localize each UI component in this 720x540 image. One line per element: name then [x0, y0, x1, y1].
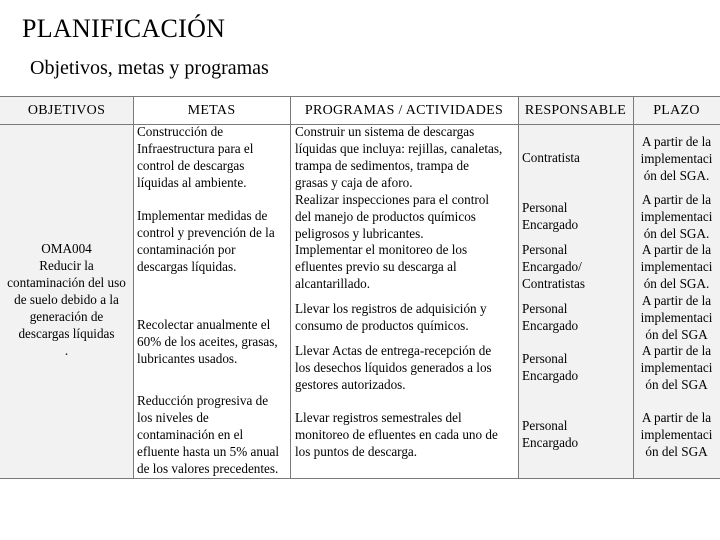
planning-table — [0, 96, 720, 479]
plazo-1: A partir de la implementaci ón del SGA. — [640, 134, 713, 183]
programa-4: Llevar los registros de adquisición y consumo de productos químicos. — [295, 301, 487, 333]
plazo-6: A partir de la implementaci ón del SGA — [640, 410, 713, 459]
meta-4: Reducción progresiva de los niveles de contaminación en el efluente hasta un 5% anual de los valores precedentes. — [137, 393, 280, 476]
programa-2: Realizar inspecciones para el control del manejo de productos químicos peligrosos y lubricantes. — [295, 192, 490, 241]
header-plazo: PLAZO — [653, 103, 700, 118]
responsable-3: Personal Encargado/ Contratistas — [522, 242, 586, 291]
plazo-3: A partir de la implementaci ón del SGA. — [640, 242, 713, 291]
programa-1: Construir un sistema de descargas líquidas que incluya: rejillas, canaletas, trampa de sedimentos, trampa de grasas y caja de aforo. — [295, 124, 503, 190]
header-programas: PROGRAMAS / ACTIVIDADES — [304, 103, 504, 118]
header-responsable: RESPONSABLE — [524, 103, 627, 118]
plazo-2: A partir de la implementaci ón del SGA. — [640, 192, 713, 241]
plazo-5: A partir de la implementaci ón del SGA — [640, 343, 713, 392]
responsable-6: Personal Encargado — [522, 418, 579, 450]
header-metas: METAS — [187, 103, 236, 118]
meta-2: Implementar medidas de control y prevención de la contaminación por descargas líquidas. — [137, 208, 275, 274]
plazo-4: A partir de la implementaci ón del SGA — [640, 293, 713, 342]
responsable-2: Personal Encargado — [522, 200, 579, 232]
objetivo-code: OMA004 — [41, 241, 92, 256]
programa-5: Llevar Actas de entrega-recepción de los desechos líquidos generados a los gestores autorizados. — [295, 343, 492, 392]
meta-3: Recolectar anualmente el 60% de los aceites, grasas, lubricantes usados. — [137, 317, 278, 366]
responsable-5: Personal Encargado — [522, 351, 579, 383]
page-title: PLANIFICACIÓN — [22, 14, 226, 43]
page-subtitle: Objetivos, metas y programas — [30, 57, 269, 79]
programa-3: Implementar el monitoreo de los efluentes previo su descarga al alcantarillado. — [295, 242, 468, 291]
programa-6: Llevar registros semestrales del monitoreo de efluentes en cada uno de los puntos de descarga. — [295, 410, 498, 459]
header-objetivos: OBJETIVOS — [27, 103, 106, 118]
objetivo-text: Reducir la contaminación del uso de suelo debido a la generación de descargas líquidas . — [7, 258, 126, 358]
responsable-1: Contratista — [522, 150, 580, 165]
meta-1: Construcción de Infraestructura para el control de descargas líquidas al ambiente. — [137, 124, 254, 190]
responsable-4: Personal Encargado — [522, 301, 579, 333]
